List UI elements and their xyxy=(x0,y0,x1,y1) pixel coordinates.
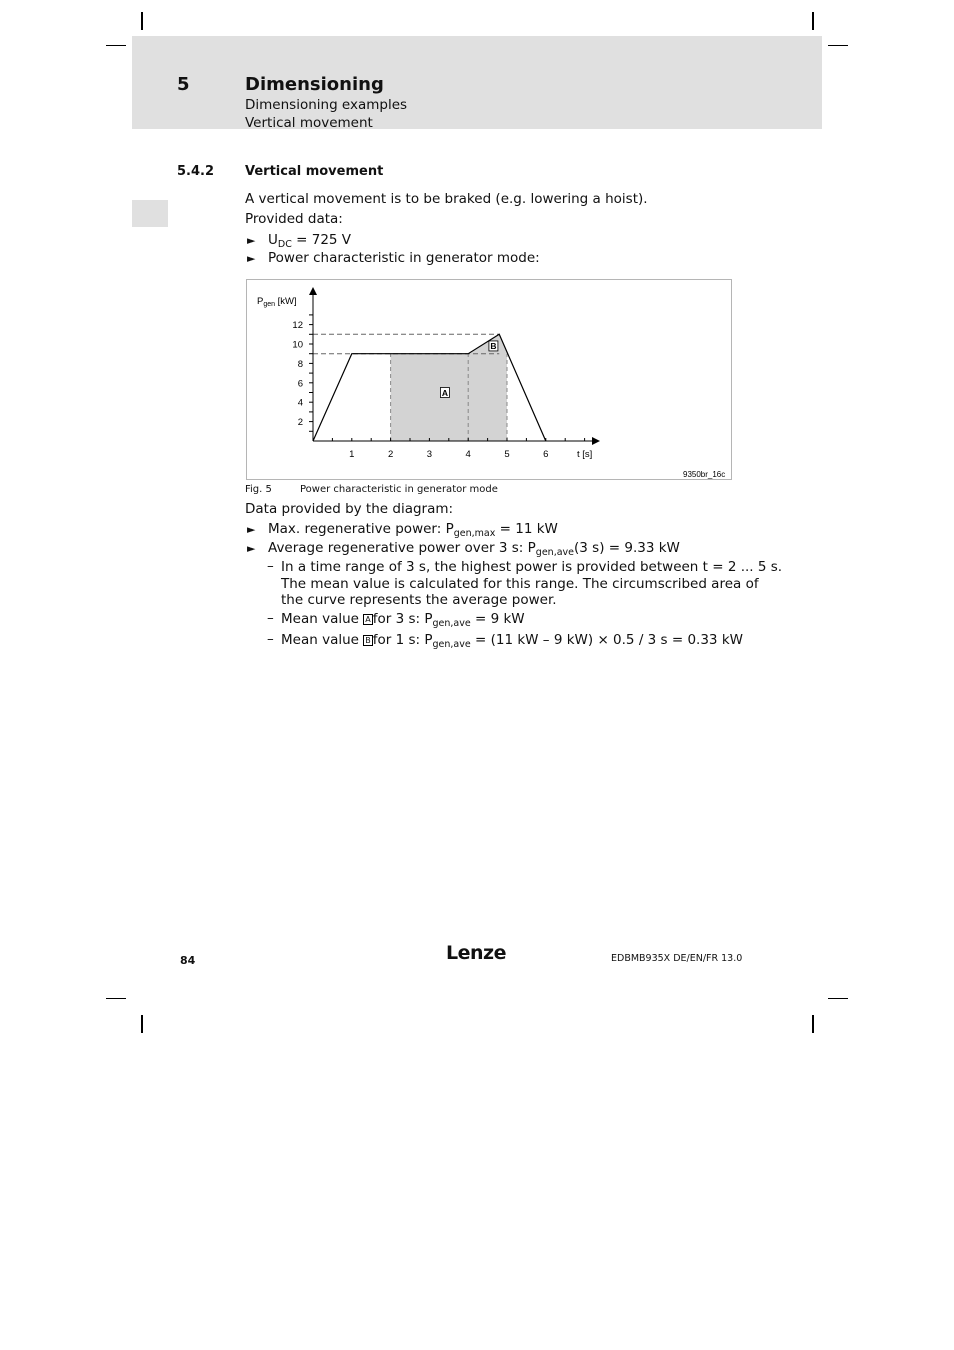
header-subtitle: Vertical movement xyxy=(245,115,373,131)
crop-mark xyxy=(828,45,848,46)
mean-b-value: = (11 kW – 9 kW) × 0.5 / 3 s = 0.33 kW xyxy=(470,632,743,648)
chapter-title: Dimensioning xyxy=(245,74,384,95)
y-tick-label: 8 xyxy=(297,358,303,370)
mean-a-subscript: gen,ave xyxy=(432,618,471,629)
average-power-value: (3 s) = 9.33 kW xyxy=(574,540,680,556)
crop-mark xyxy=(106,998,126,999)
section-number: 5.4.2 xyxy=(177,164,215,179)
side-tab-marker xyxy=(132,200,168,227)
mean-a-item xyxy=(281,611,525,628)
max-power-subscript: gen,max xyxy=(453,528,496,539)
max-power-prefix: Max. regenerative power: P xyxy=(268,521,454,537)
crop-mark xyxy=(141,12,143,30)
average-power-item xyxy=(268,540,680,557)
udc-value: = 725 V xyxy=(291,232,352,248)
mean-b-prefix: Mean value xyxy=(281,632,364,648)
y-axis-label-sub: gen xyxy=(263,301,276,308)
figure-code: 9350br_16c xyxy=(683,470,726,479)
y-axis-label xyxy=(257,296,297,308)
mean-a-mid: for 3 s: P xyxy=(372,611,433,627)
page-number: 84 xyxy=(180,954,196,967)
x-axis-label: t [s] xyxy=(577,449,593,460)
x-tick-label: 4 xyxy=(465,449,471,460)
bullet-icon: ► xyxy=(247,523,256,536)
power-char-item: Power characteristic in generator mode: xyxy=(268,250,540,266)
header-band xyxy=(132,36,822,129)
dash-icon: – xyxy=(267,558,274,574)
y-tick-label: 12 xyxy=(292,320,303,332)
x-tick-label: 1 xyxy=(349,449,355,460)
bullet-icon: ► xyxy=(247,542,256,555)
dash-icon: – xyxy=(267,610,274,626)
x-tick-label: 6 xyxy=(543,449,549,460)
crop-mark xyxy=(812,12,814,30)
range-text-line: the curve represents the average power. xyxy=(281,592,557,608)
provided-data-label: Provided data: xyxy=(245,211,343,227)
document-id: EDBMB935X DE/EN/FR 13.0 xyxy=(611,953,743,964)
figure-caption-number: Fig. 5 xyxy=(245,484,272,495)
figure-frame xyxy=(246,279,732,480)
chapter-number: 5 xyxy=(177,74,190,95)
average-power-prefix: Average regenerative power over 3 s: P xyxy=(268,540,536,556)
lenze-logo: Lenze xyxy=(446,942,506,964)
mean-b-box: B xyxy=(365,636,371,645)
mean-b-mid: for 1 s: P xyxy=(372,632,433,648)
mean-a-value: = 9 kW xyxy=(470,611,525,627)
crop-mark xyxy=(828,998,848,999)
average-power-subscript: gen,ave xyxy=(535,547,575,558)
y-tick-label: 10 xyxy=(292,339,303,351)
max-power-value: = 11 kW xyxy=(495,521,558,537)
max-power-item xyxy=(268,521,558,538)
area-label-text: B xyxy=(490,341,497,352)
crop-mark xyxy=(141,1015,143,1033)
range-text-line: In a time range of 3 s, the highest power is provided between t = 2 ... 5 s. xyxy=(281,559,783,575)
figure-caption-text: Power characteristic in generator mode xyxy=(300,484,498,495)
y-tick-label: 6 xyxy=(297,378,303,390)
x-tick-label: 2 xyxy=(387,449,394,460)
power-chart xyxy=(247,280,731,479)
diagram-data-heading: Data provided by the diagram: xyxy=(245,501,454,517)
y-axis-label-unit: [kW] xyxy=(275,296,297,307)
header-subtitle: Dimensioning examples xyxy=(245,97,408,113)
udc-item xyxy=(268,232,351,249)
mean-a-box: A xyxy=(365,615,371,624)
udc-symbol: U xyxy=(268,232,278,248)
intro-text: A vertical movement is to be braked (e.g. lowering a hoist). xyxy=(245,191,648,207)
section-title: Vertical movement xyxy=(245,164,384,179)
udc-subscript: DC xyxy=(277,239,292,250)
bullet-icon: ► xyxy=(247,234,256,247)
area-label-text: A xyxy=(441,387,448,398)
x-tick-label: 3 xyxy=(426,449,433,460)
dash-icon: – xyxy=(267,631,274,647)
y-tick-label: 2 xyxy=(297,417,303,429)
mean-a-prefix: Mean value xyxy=(281,611,364,627)
crop-mark xyxy=(812,1015,814,1033)
crop-mark xyxy=(106,45,126,46)
y-axis-label-main: P xyxy=(257,296,264,307)
mean-b-subscript: gen,ave xyxy=(432,639,471,650)
y-tick-label: 4 xyxy=(297,397,303,409)
x-tick-label: 5 xyxy=(504,449,510,460)
range-text-line: The mean value is calculated for this range. The circumscribed area of xyxy=(281,576,759,592)
bullet-icon: ► xyxy=(247,252,256,265)
mean-b-item xyxy=(281,632,743,649)
